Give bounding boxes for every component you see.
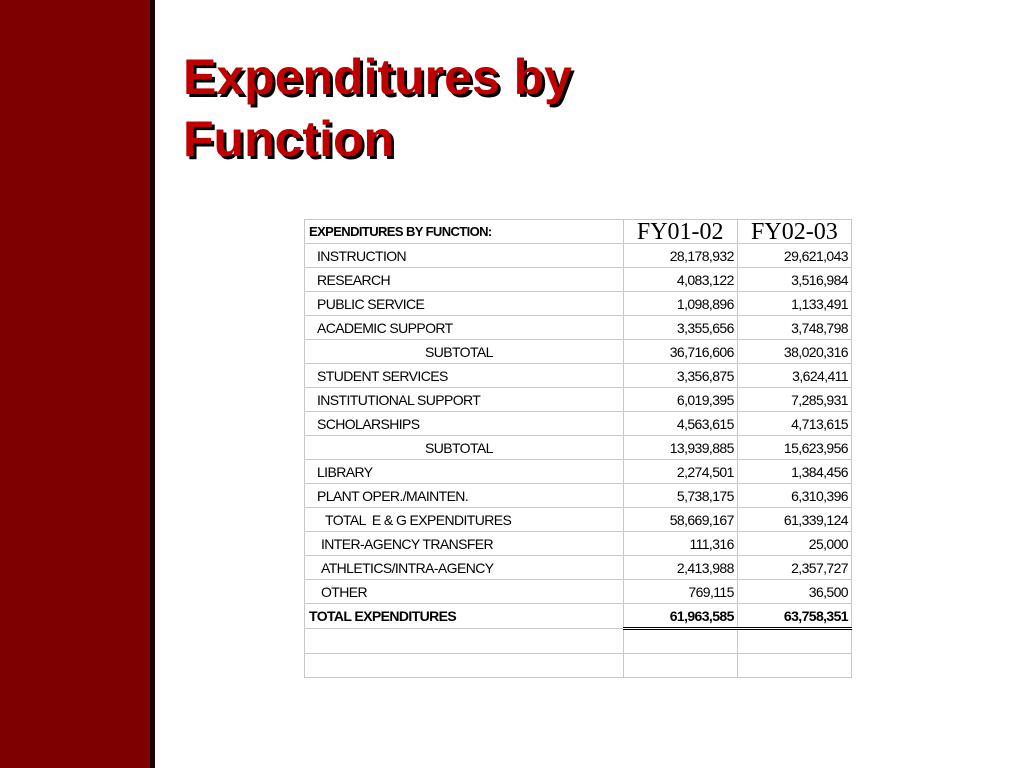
subtotal-row [305, 436, 852, 460]
row-label: INSTRUCTION [305, 244, 624, 268]
subtotal-row [305, 340, 852, 364]
table-row [305, 484, 852, 508]
row-fy02-03: 25,000 [737, 532, 851, 556]
empty-row [305, 654, 852, 678]
row-fy01-02: 4,563,615 [623, 412, 737, 436]
header-fy01-02: FY01-02 [623, 220, 737, 244]
row-label: ATHLETICS/INTRA-AGENCY [305, 556, 624, 580]
slide-title [183, 46, 572, 170]
row-fy02-03: 29,621,043 [737, 244, 851, 268]
row-label: RESEARCH [305, 268, 624, 292]
row-fy01-02: 769,115 [623, 580, 737, 604]
row-fy01-02: 1,098,896 [623, 292, 737, 316]
empty-row [305, 629, 852, 654]
grand-total-row [305, 604, 852, 629]
table-row [305, 316, 852, 340]
expenditures-table-wrap [304, 219, 852, 678]
title-line-2: Function [183, 111, 395, 167]
row-fy02-03: 2,357,727 [737, 556, 851, 580]
header-label: EXPENDITURES BY FUNCTION: [305, 220, 624, 244]
row-fy01-02: 4,083,122 [623, 268, 737, 292]
table-row [305, 244, 852, 268]
row-label: PLANT OPER./MAINTEN. [305, 484, 624, 508]
row-fy01-02: 13,939,885 [623, 436, 737, 460]
row-fy02-03: 3,516,984 [737, 268, 851, 292]
row-fy02-03: 15,623,956 [737, 436, 851, 460]
row-label: PUBLIC SERVICE [305, 292, 624, 316]
empty-cell [737, 629, 851, 654]
empty-cell [623, 654, 737, 678]
row-label: INSTITUTIONAL SUPPORT [305, 388, 624, 412]
row-fy02-03: 4,713,615 [737, 412, 851, 436]
row-label: STUDENT SERVICES [305, 364, 624, 388]
row-fy01-02: 28,178,932 [623, 244, 737, 268]
table-row [305, 268, 852, 292]
expenditures-table [304, 219, 852, 678]
table-row [305, 412, 852, 436]
row-fy01-02: 6,019,395 [623, 388, 737, 412]
empty-cell [305, 654, 624, 678]
row-label: SCHOLARSHIPS [305, 412, 624, 436]
table-row [305, 460, 852, 484]
table-row [305, 292, 852, 316]
row-fy01-02: 2,413,988 [623, 556, 737, 580]
header-fy02-03: FY02-03 [737, 220, 851, 244]
row-fy02-03: 6,310,396 [737, 484, 851, 508]
row-fy02-03: 36,500 [737, 580, 851, 604]
row-label: TOTAL E & G EXPENDITURES [305, 508, 624, 532]
row-label: ACADEMIC SUPPORT [305, 316, 624, 340]
row-label: OTHER [305, 580, 624, 604]
row-fy01-02: 3,355,656 [623, 316, 737, 340]
row-fy01-02: 111,316 [623, 532, 737, 556]
table-header-row [305, 220, 852, 244]
row-label: TOTAL EXPENDITURES [305, 604, 624, 629]
empty-cell [305, 629, 624, 654]
table-row [305, 364, 852, 388]
empty-cell [737, 654, 851, 678]
row-fy01-02: 58,669,167 [623, 508, 737, 532]
row-label: INTER-AGENCY TRANSFER [305, 532, 624, 556]
row-fy02-03: 7,285,931 [737, 388, 851, 412]
title-line-1: Expenditures by [183, 49, 572, 105]
row-fy02-03: 1,384,456 [737, 460, 851, 484]
empty-cell [623, 629, 737, 654]
row-label: SUBTOTAL [305, 340, 624, 364]
table-row [305, 580, 852, 604]
table-row [305, 388, 852, 412]
row-fy02-03: 63,758,351 [737, 604, 851, 629]
row-fy02-03: 38,020,316 [737, 340, 851, 364]
row-fy01-02: 61,963,585 [623, 604, 737, 629]
row-label: LIBRARY [305, 460, 624, 484]
table-row [305, 556, 852, 580]
row-fy02-03: 1,133,491 [737, 292, 851, 316]
row-fy01-02: 5,738,175 [623, 484, 737, 508]
row-label: SUBTOTAL [305, 436, 624, 460]
eg-total-row [305, 508, 852, 532]
row-fy02-03: 3,624,411 [737, 364, 851, 388]
sidebar-band [0, 0, 155, 768]
row-fy02-03: 3,748,798 [737, 316, 851, 340]
row-fy01-02: 36,716,606 [623, 340, 737, 364]
table-row [305, 532, 852, 556]
row-fy01-02: 3,356,875 [623, 364, 737, 388]
row-fy02-03: 61,339,124 [737, 508, 851, 532]
row-fy01-02: 2,274,501 [623, 460, 737, 484]
